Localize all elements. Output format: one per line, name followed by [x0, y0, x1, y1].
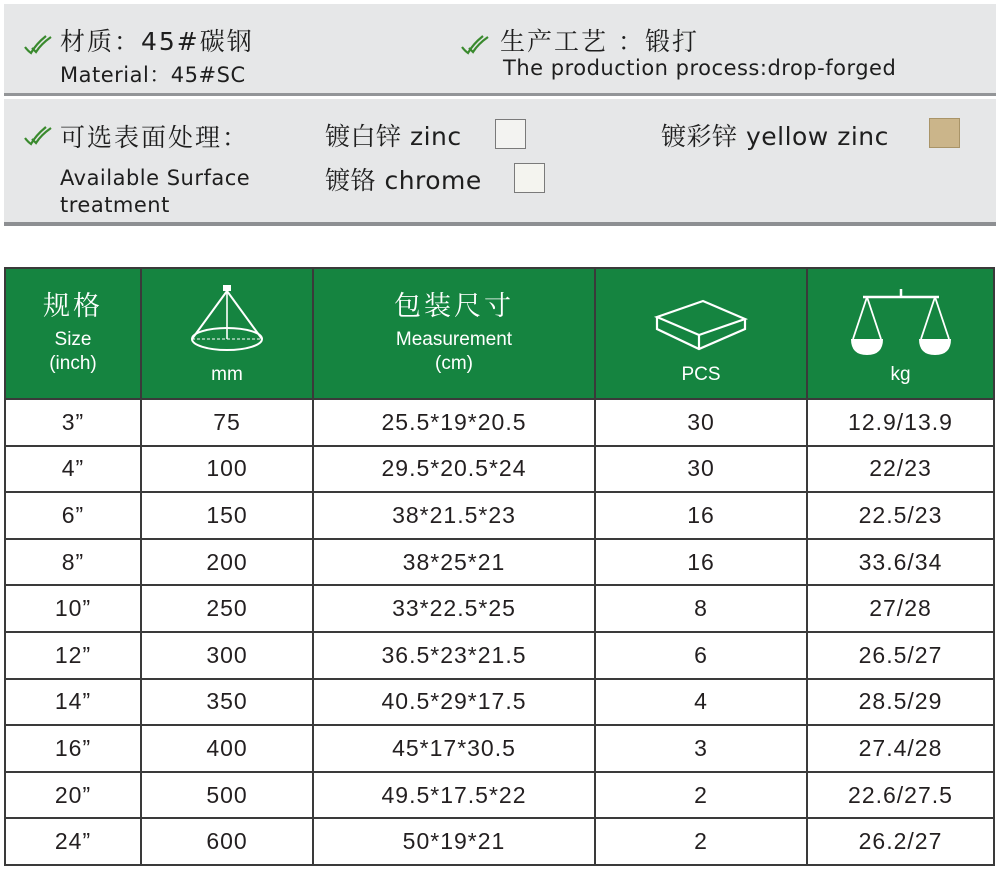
cone-weight-icon	[187, 283, 267, 357]
process-en: The production process:drop-forged	[503, 56, 897, 80]
cell-kg: 22/23	[807, 446, 994, 493]
balance-scale-icon	[849, 287, 953, 359]
cell-kg: 12.9/13.9	[807, 399, 994, 446]
cell-pcs: 2	[595, 772, 807, 819]
cell-measurement: 29.5*20.5*24	[313, 446, 595, 493]
table-row	[5, 679, 994, 726]
cell-measurement: 38*21.5*23	[313, 492, 595, 539]
cell-size: 14”	[5, 679, 141, 726]
header-pcs	[595, 268, 807, 399]
cell-mm: 400	[141, 725, 313, 772]
header-size-en: Size (inch)	[49, 328, 97, 374]
cell-mm: 250	[141, 585, 313, 632]
cell-pcs: 2	[595, 818, 807, 865]
cell-kg: 33.6/34	[807, 539, 994, 586]
cell-size: 6”	[5, 492, 141, 539]
cell-measurement: 40.5*29*17.5	[313, 679, 595, 726]
table-row	[5, 399, 994, 446]
cell-size: 8”	[5, 539, 141, 586]
cell-kg: 26.2/27	[807, 818, 994, 865]
cell-size: 4”	[5, 446, 141, 493]
carton-box-icon	[653, 295, 749, 355]
header-pcs-unit: PCS	[681, 364, 721, 385]
spec-table	[4, 267, 995, 866]
cell-size: 20”	[5, 772, 141, 819]
cell-size: 24”	[5, 818, 141, 865]
header-size	[5, 268, 141, 399]
cell-measurement: 33*22.5*25	[313, 585, 595, 632]
check-mark-icon	[22, 124, 54, 146]
cell-size: 12”	[5, 632, 141, 679]
header-kg	[807, 268, 994, 399]
table-header-row	[5, 268, 994, 399]
cell-kg: 27/28	[807, 585, 994, 632]
cell-measurement: 50*19*21	[313, 818, 595, 865]
cell-mm: 100	[141, 446, 313, 493]
check-mark-icon	[22, 33, 54, 55]
cell-pcs: 16	[595, 539, 807, 586]
cell-pcs: 30	[595, 446, 807, 493]
cell-size: 10”	[5, 585, 141, 632]
cell-kg: 28.5/29	[807, 679, 994, 726]
header-mm	[141, 268, 313, 399]
surface-title-en: Available Surface treatment	[60, 166, 251, 217]
table-row	[5, 725, 994, 772]
cell-mm: 600	[141, 818, 313, 865]
cell-pcs: 30	[595, 399, 807, 446]
cell-pcs: 4	[595, 679, 807, 726]
surface-option-yellow-zinc: 镀彩锌 yellow zinc	[661, 122, 889, 151]
cell-pcs: 3	[595, 725, 807, 772]
cell-pcs: 8	[595, 585, 807, 632]
cell-mm: 200	[141, 539, 313, 586]
header-kg-unit: kg	[890, 364, 911, 385]
header-size-cn: 规格	[43, 290, 103, 322]
surface-option-chrome: 镀铬 chrome	[325, 166, 482, 195]
cell-measurement: 38*25*21	[313, 539, 595, 586]
process-cn: 生产工艺 ：锻打	[500, 27, 699, 56]
material-en: Material：45#SC	[60, 63, 246, 87]
cell-pcs: 6	[595, 632, 807, 679]
table-body	[5, 399, 994, 865]
cell-mm: 300	[141, 632, 313, 679]
cell-size: 16”	[5, 725, 141, 772]
cell-kg: 22.6/27.5	[807, 772, 994, 819]
cell-measurement: 49.5*17.5*22	[313, 772, 595, 819]
table-row	[5, 492, 994, 539]
table-row	[5, 632, 994, 679]
cell-size: 3”	[5, 399, 141, 446]
cell-kg: 26.5/27	[807, 632, 994, 679]
material-cn: 材质：45#碳钢	[60, 27, 254, 56]
check-mark-icon	[459, 33, 491, 55]
header-measurement-cn: 包装尺寸	[394, 290, 514, 322]
cell-pcs: 16	[595, 492, 807, 539]
table-row	[5, 539, 994, 586]
table-row	[5, 772, 994, 819]
table-row	[5, 818, 994, 865]
cell-kg: 22.5/23	[807, 492, 994, 539]
table-row	[5, 585, 994, 632]
yellow-zinc-color-swatch	[929, 118, 960, 148]
cell-mm: 75	[141, 399, 313, 446]
cell-mm: 500	[141, 772, 313, 819]
header-mm-unit: mm	[211, 364, 243, 385]
cell-measurement: 25.5*19*20.5	[313, 399, 595, 446]
zinc-color-swatch	[495, 119, 526, 149]
header-measurement	[313, 268, 595, 399]
chrome-color-swatch	[514, 163, 545, 193]
cell-kg: 27.4/28	[807, 725, 994, 772]
surface-option-zinc: 镀白锌 zinc	[325, 122, 462, 151]
cell-measurement: 45*17*30.5	[313, 725, 595, 772]
cell-mm: 350	[141, 679, 313, 726]
cell-measurement: 36.5*23*21.5	[313, 632, 595, 679]
header-measurement-en: Measurement (cm)	[395, 328, 513, 374]
table-row	[5, 446, 994, 493]
surface-title-cn: 可选表面处理：	[60, 123, 250, 152]
cell-mm: 150	[141, 492, 313, 539]
